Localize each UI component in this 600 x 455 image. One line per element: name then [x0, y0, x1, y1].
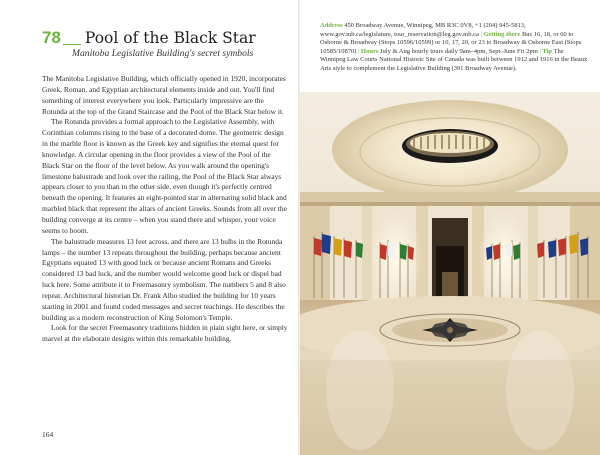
body-paragraph: The balustrade measures 13 feet across, and there are 13 bulbs in the Rotunda lamps – the number 13 repeats throughout the building, perhaps because ancient Egyptians equated 13 with good luck or because ancient Romans and Greeks considered 13 bad luck, and the number would welcome good luck or dispel bad luck here. Some attribute it to Freemasonry symbolism. The numbers 5 and 8 also repeat. Architectural historian Dr. Frank Albo studied the building for 10 years starting in 2001 and found coded messages and secret teachings. He describes the building as a modern reconstruction of King Solomon's Temple. — [42, 236, 286, 322]
separator: | — [539, 47, 541, 55]
entry-heading — [42, 28, 282, 48]
tip-text: The Winnipeg Law Courts National Historic Site of Canada was built between 1912 and 1916 in the Beaux Arts style to complement the Legislative Building (391 Broadway Avenue). — [320, 47, 588, 72]
hours-label: Hours — [361, 47, 379, 55]
getting-there-label: Getting there — [483, 30, 521, 38]
right-page — [300, 0, 600, 455]
body-paragraph: The Manitoba Legislative Building, which officially opened in 1920, incorporates Greek, Roman, and Egyptian architectural elements inside and out. You'll find something of interest everywhere you look. Particularly impressive are the Rotunda at the top of the Grand Staircase and the Pool of the Black Star below it. — [42, 74, 286, 116]
address-text: 450 Broadway Avenue, Winnipeg, MB R3C 0V8, +1 (204) 945-5813, www.gov.mb.ca/legislature, tour_reservation@leg.gov.mb.ca — [320, 22, 526, 38]
address-label: Address — [320, 22, 343, 29]
body-paragraph: Look for the secret Freemasonry traditions hidden in plain sight here, or simply marvel at the elaborate designs within this remarkable building. — [42, 323, 288, 344]
hours-text: July & Aug hourly tours daily 9am–4pm, Sept–June Fri 2pm — [380, 47, 538, 55]
number-rule — [63, 44, 81, 45]
entry-title: Pool of the Black Star — [84, 29, 256, 47]
body-text — [42, 74, 288, 345]
tip-label: Tip — [542, 47, 553, 55]
separator: | — [358, 47, 360, 55]
body-paragraph: The Rotunda provides a formal approach to the Legislative Assembly, with Corinthian columns rising to the base of a decorated dome. The geometric design in the marble floor is known as the Greek key and signifies the eternal quest for knowledge. A circular opening in the floor provides a view of the Pool of the Black Star on the floor of the level below. As you walk around the opening's limestone balustrade and look over the railing, the Pool of the Black Star always appears closer to you than to the other side, even though it's perfectly centred beneath the opening. It features an eight-pointed star in alternating solid black and marbled black that represent the altars of ancient Greeks. Sounds from all over the building converge at its centre – when you stand there and whisper, your voice seems to boom. — [42, 117, 287, 235]
page-number: 164 — [42, 430, 54, 439]
entry-subtitle: Manitoba Legislative Building's secret symbols — [72, 48, 254, 59]
entry-number: 78 — [42, 28, 61, 47]
getting-there-text: Bus 16, 18, or 60 to Osborne & Broadway (Stops 10596/10599) or 10, 17, 20, or 23 to Broadway & Osborne East (Stops 10585/10870) — [320, 30, 582, 55]
separator: | — [480, 30, 482, 38]
info-box — [320, 22, 588, 74]
